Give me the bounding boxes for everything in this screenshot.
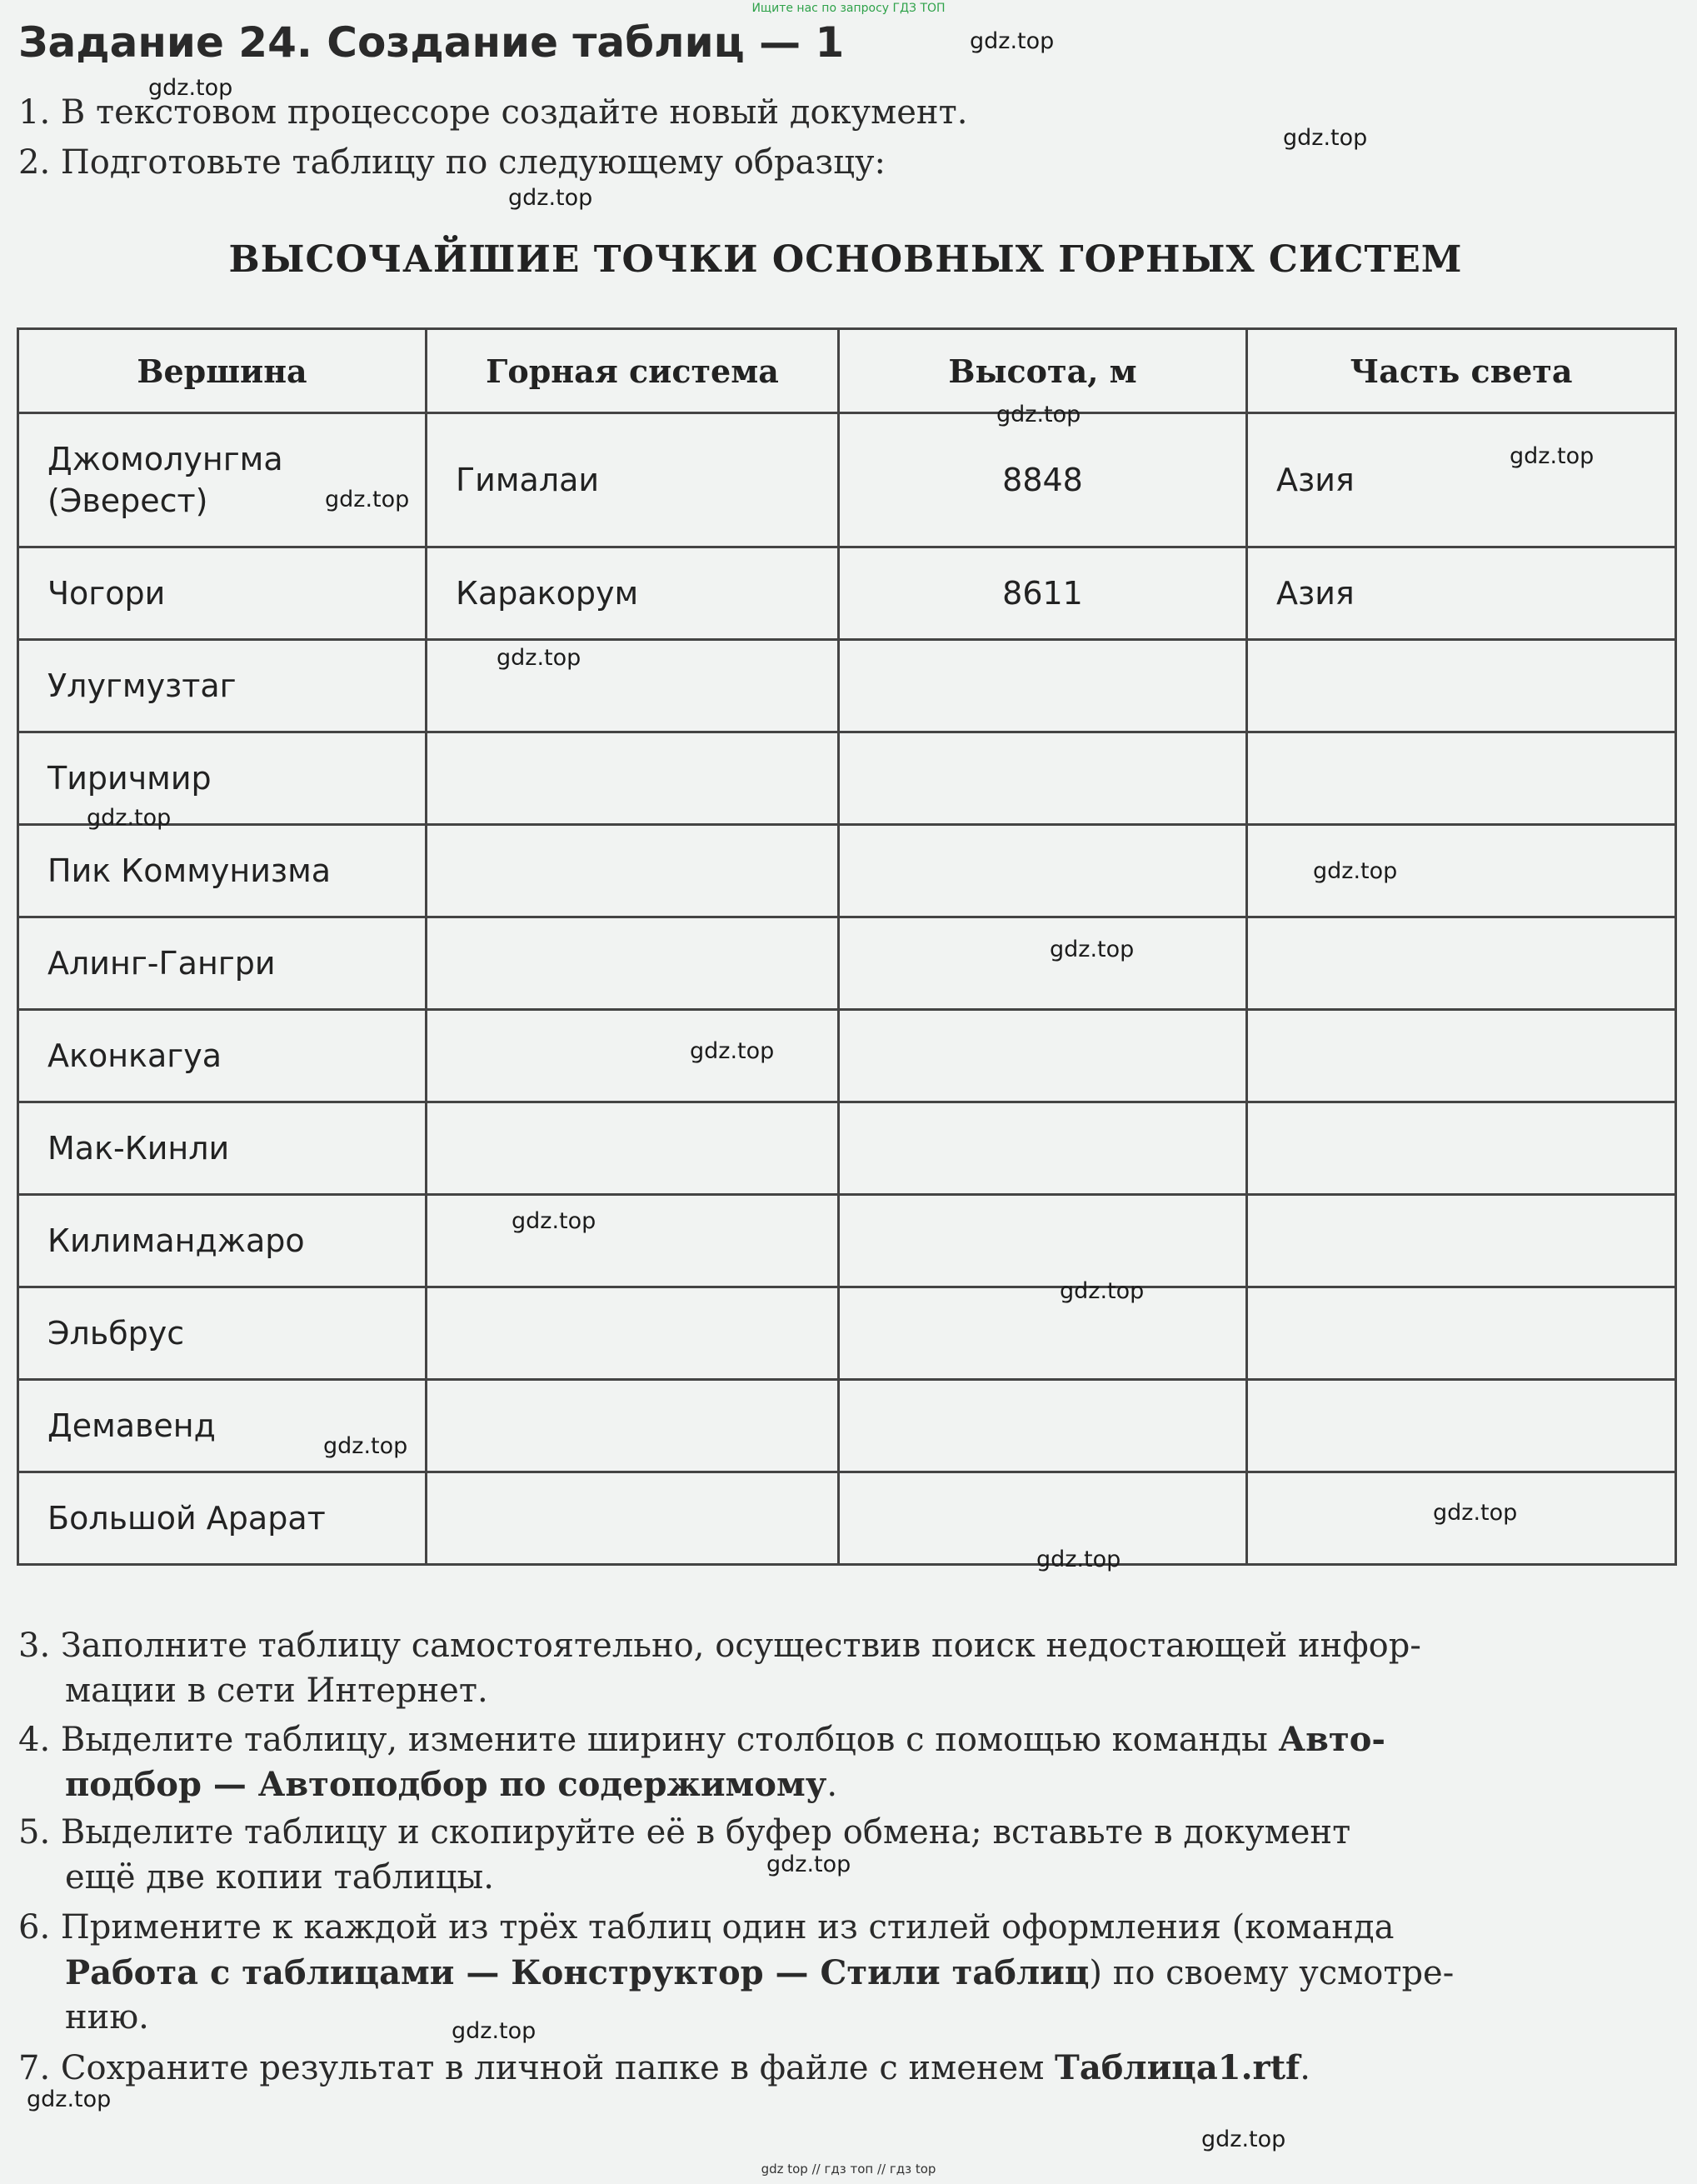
cell-part-of-world (1247, 732, 1676, 825)
step-6-end: ) по своему усмотре- (1089, 1954, 1455, 1992)
step-7-end: . (1300, 2049, 1310, 2087)
bottom-bar: gdz top // гдз топ // гдз top (761, 2162, 936, 2177)
cell-peak: Алинг-Гангри (18, 917, 427, 1010)
watermark: gdz.top (766, 1852, 851, 1877)
step-5-line-2: ещё две копии таблицы. (65, 1858, 494, 1897)
cell-peak: Эльбрус (18, 1287, 427, 1380)
cell-peak: Тиричмир (18, 732, 427, 825)
watermark: gdz.top (87, 805, 172, 831)
table-row (18, 413, 1676, 547)
step-4-line-2 (65, 1765, 837, 1804)
table-row (18, 547, 1676, 640)
watermark: gdz.top (1283, 125, 1368, 151)
step-7-text: 7. Сохраните результат в личной папке в файле с именем (18, 2049, 1056, 2087)
cell-peak: Улугмузтаг (18, 640, 427, 732)
header-mountain-system: Горная система (427, 329, 839, 413)
cell-peak: Джомолунгма (Эверест) (18, 413, 427, 547)
top-banner: Ищите нас по запросу ГДЗ ТОП (751, 2, 946, 15)
watermark: gdz.top (1060, 1278, 1145, 1304)
cell-mountain-system (427, 1010, 839, 1102)
table-row (18, 825, 1676, 917)
watermark: gdz.top (512, 1208, 596, 1234)
watermark: gdz.top (325, 487, 410, 512)
watermark: gdz.top (1510, 443, 1595, 469)
cell-part-of-world (1247, 1380, 1676, 1472)
table-title: ВЫСОЧАЙШИЕ ТОЧКИ ОСНОВНЫХ ГОРНЫХ СИСТЕМ (228, 238, 1463, 281)
cell-height: 8611 (839, 547, 1247, 640)
cell-height (839, 1380, 1247, 1472)
cell-mountain-system: Гималаи (427, 413, 839, 547)
cell-part-of-world (1247, 1195, 1676, 1287)
page-title: Задание 24. Создание таблиц — 1 (18, 18, 845, 67)
cell-part-of-world (1247, 1102, 1676, 1195)
cell-height (839, 1195, 1247, 1287)
cell-peak: Аконкагуа (18, 1010, 427, 1102)
step-3-line-2: мации в сети Интернет. (65, 1672, 488, 1710)
watermark: gdz.top (27, 2087, 112, 2112)
header-peak: Вершина (18, 329, 427, 413)
watermark: gdz.top (452, 2018, 537, 2044)
table-row (18, 1102, 1676, 1195)
table-row (18, 1472, 1676, 1565)
peaks-table (17, 327, 1677, 1566)
cell-height (839, 917, 1247, 1010)
cell-mountain-system (427, 1380, 839, 1472)
cell-part-of-world (1247, 1010, 1676, 1102)
cell-part-of-world (1247, 640, 1676, 732)
table-row (18, 1010, 1676, 1102)
cell-height (839, 1010, 1247, 1102)
cell-peak: Большой Арарат (18, 1472, 427, 1565)
cell-mountain-system (427, 1195, 839, 1287)
watermark: gdz.top (1050, 937, 1135, 962)
header-part-of-world: Часть света (1247, 329, 1676, 413)
watermark: gdz.top (996, 402, 1081, 427)
step-7-filename: Таблица1.rtf (1055, 2048, 1300, 2087)
cell-part-of-world (1247, 1287, 1676, 1380)
step-4-command: подбор — Автоподбор по содержимому (65, 1765, 827, 1804)
step-6-line-3: нию. (65, 1998, 149, 2037)
cell-height (839, 1287, 1247, 1380)
cell-mountain-system (427, 917, 839, 1010)
cell-peak: Демавенд (18, 1380, 427, 1472)
step-5-line-1: 5. Выделите таблицу и скопируйте её в буфер обмена; вставьте в документ (18, 1813, 1351, 1852)
cell-part-of-world (1247, 917, 1676, 1010)
watermark: gdz.top (690, 1038, 775, 1064)
step-1: 1. В текстовом процессоре создайте новый документ. (18, 93, 968, 132)
table-row (18, 1287, 1676, 1380)
watermark: gdz.top (497, 645, 581, 671)
cell-peak: Чогори (18, 547, 427, 640)
cell-height (839, 1102, 1247, 1195)
step-6-line-2 (65, 1953, 1454, 1992)
step-6-line-1: 6. Примените к каждой из трёх таблиц один из стилей оформления (команда (18, 1908, 1395, 1947)
step-4-command-start: Авто- (1278, 1720, 1385, 1759)
watermark: gdz.top (1201, 2127, 1286, 2152)
table-row (18, 1195, 1676, 1287)
step-2: 2. Подготовьте таблицу по следующему образцу: (18, 143, 886, 182)
step-4-line-1 (18, 1720, 1385, 1759)
watermark: gdz.top (1313, 858, 1398, 884)
table-row (18, 640, 1676, 732)
cell-mountain-system (427, 1102, 839, 1195)
cell-peak: Мак-Кинли (18, 1102, 427, 1195)
cell-mountain-system (427, 732, 839, 825)
cell-mountain-system (427, 825, 839, 917)
cell-peak: Килиманджаро (18, 1195, 427, 1287)
watermark: gdz.top (1036, 1547, 1121, 1572)
cell-part-of-world (1247, 825, 1676, 917)
cell-mountain-system (427, 1287, 839, 1380)
cell-part-of-world: Азия (1247, 413, 1676, 547)
cell-height (839, 640, 1247, 732)
cell-peak: Пик Коммунизма (18, 825, 427, 917)
watermark: gdz.top (970, 28, 1055, 54)
watermark: gdz.top (148, 75, 233, 101)
watermark: gdz.top (323, 1433, 408, 1459)
step-7-line-1 (18, 2048, 1310, 2087)
step-4-text: 4. Выделите таблицу, измените ширину столбцов с помощью команды (18, 1721, 1279, 1759)
table-row (18, 917, 1676, 1010)
cell-height (839, 732, 1247, 825)
cell-height: 8848 (839, 413, 1247, 547)
table-row (18, 732, 1676, 825)
watermark: gdz.top (508, 185, 593, 211)
step-4-end: . (826, 1766, 838, 1804)
header-height: Высота, м (839, 329, 1247, 413)
cell-part-of-world: Азия (1247, 547, 1676, 640)
cell-mountain-system: Каракорум (427, 547, 839, 640)
cell-height (839, 825, 1247, 917)
watermark: gdz.top (1433, 1500, 1518, 1526)
step-3-line-1: 3. Заполните таблицу самостоятельно, осуществив поиск недостающей инфор- (18, 1627, 1421, 1665)
cell-mountain-system (427, 1472, 839, 1565)
step-6-command: Работа с таблицами — Конструктор — Стили таблиц (65, 1953, 1090, 1992)
table-header-row (18, 329, 1676, 413)
table-row (18, 1380, 1676, 1472)
cell-mountain-system (427, 640, 839, 732)
